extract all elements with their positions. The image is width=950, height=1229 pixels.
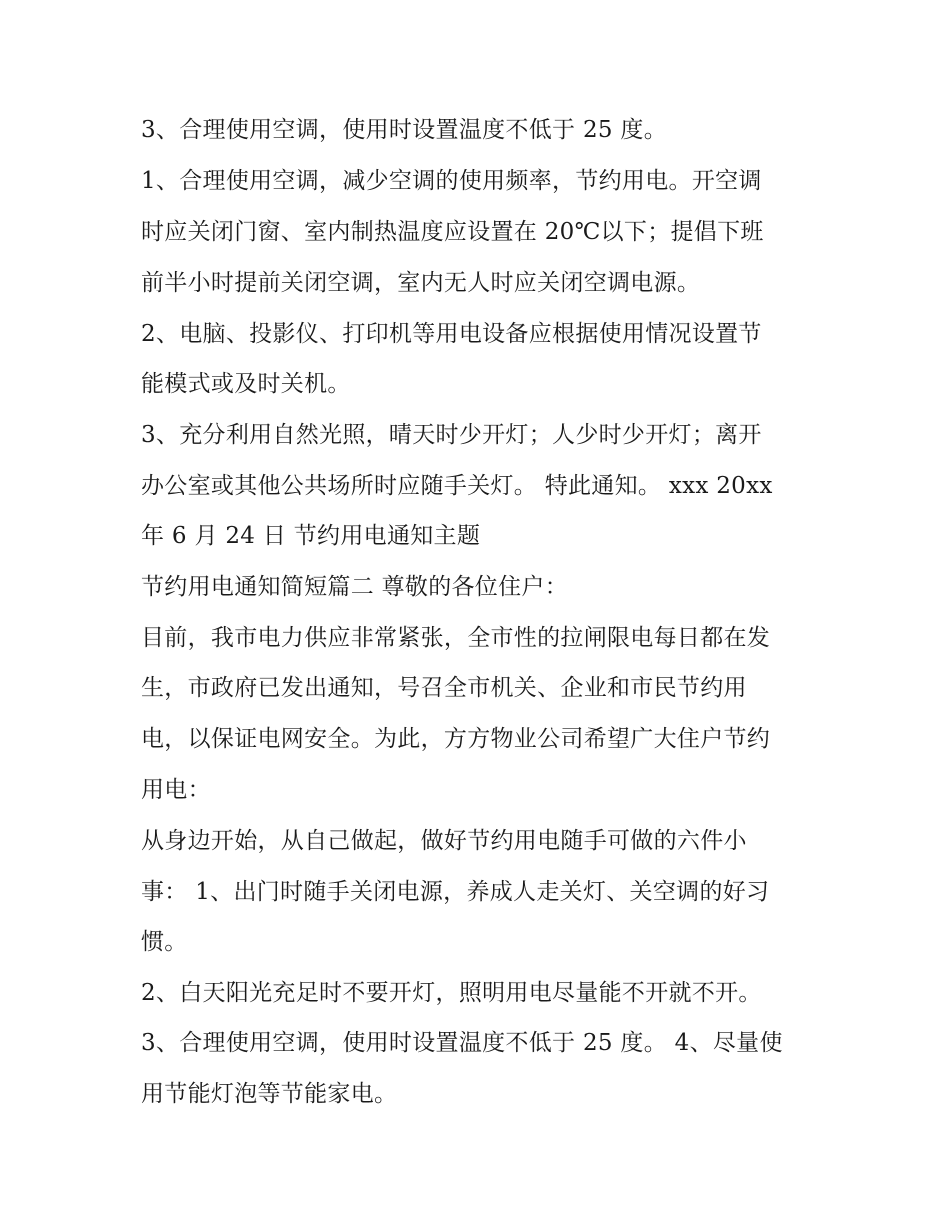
text-line: 从身边开始，从自己做起，做好节约用电随手可做的六件小 bbox=[141, 828, 747, 854]
text-line: 节约用电通知简短篇二 尊敬的各位住户： bbox=[141, 574, 569, 600]
text-line: 3、充分利用自然光照，晴天时少开灯；人少时少开灯；离开 bbox=[141, 422, 762, 448]
text-line: 用电： bbox=[141, 777, 211, 803]
text-line: 前半小时提前关闭空调，室内无人时应关闭空调电源。 bbox=[141, 270, 701, 296]
text-line: 时应关闭门窗、室内制热温度应设置在 20℃以下；提倡下班 bbox=[141, 219, 764, 245]
text-line: 目前，我市电力供应非常紧张，全市性的拉闸限电每日都在发 bbox=[141, 625, 771, 651]
text-line: 能模式或及时关机。 bbox=[141, 371, 351, 397]
text-line: 生，市政府已发出通知，号召全市机关、企业和市民节约用 bbox=[141, 675, 747, 701]
text-line: 1、合理使用空调，减少空调的使用频率，节约用电。开空调 bbox=[141, 168, 762, 194]
text-line: 3、合理使用空调，使用时设置温度不低于 25 度。 bbox=[141, 117, 668, 143]
text-line: 2、电脑、投影仪、打印机等用电设备应根据使用情况设置节 bbox=[141, 321, 762, 347]
text-line: 事： 1、出门时随手关闭电源，养成人走关灯、关空调的好习 bbox=[141, 879, 770, 905]
text-line: 惯。 bbox=[141, 929, 188, 955]
text-line: 2、白天阳光充足时不要开灯，照明用电尽量能不开就不开。 bbox=[141, 980, 762, 1006]
text-line: 年 6 月 24 日 节约用电通知主题 bbox=[141, 523, 481, 549]
text-line: 用节能灯泡等节能家电。 bbox=[141, 1081, 398, 1107]
text-line: 电，以保证电网安全。为此，方方物业公司希望广大住户节约 bbox=[141, 726, 771, 752]
text-line: 3、合理使用空调，使用时设置温度不低于 25 度。 4、尽量使 bbox=[141, 1030, 783, 1056]
text-line: 办公室或其他公共场所时应随手关灯。 特此通知。 xxx 20xx bbox=[141, 473, 773, 499]
